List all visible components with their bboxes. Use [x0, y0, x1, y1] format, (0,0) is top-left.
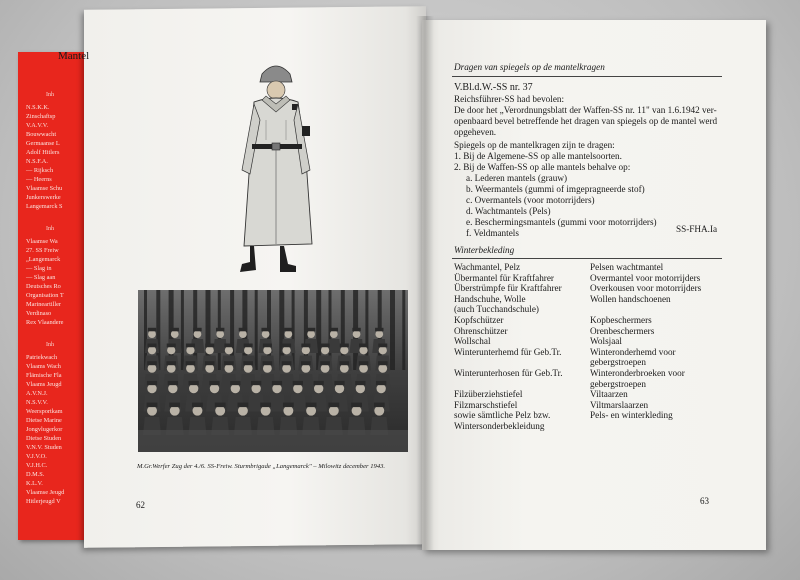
winter-dutch-item: Pels- en winterkleding	[590, 410, 673, 421]
booklet-index-line: — Slag in	[26, 265, 52, 272]
booklet-index-line: N.S.F.A.	[26, 158, 48, 165]
photo-soldier-face	[378, 364, 387, 373]
booklet-index-line: Vlaams Jeugd	[26, 381, 62, 388]
booklet-section-label: Inh	[46, 92, 54, 98]
photo-soldier-cap	[230, 381, 240, 385]
photo-soldier-face	[206, 346, 214, 354]
booklet-index-line: V.A.V.V.	[26, 122, 49, 129]
photo-soldier-face	[330, 330, 338, 338]
photo-tree	[402, 290, 405, 370]
photo-soldier-face	[186, 364, 195, 373]
photo-soldier-face	[285, 330, 293, 338]
booklet-index-line: Bouwwacht	[26, 131, 57, 138]
photo-soldier-face	[282, 346, 290, 354]
photo-soldier-face	[148, 364, 157, 373]
list-item: d. Wachtmantels (Pels)	[466, 206, 551, 216]
photo-soldier-cap	[171, 328, 179, 332]
booklet-index-line: — Heerns	[26, 176, 52, 183]
photo-soldier-face	[186, 346, 194, 354]
booklet-index-line: 27. SS Freiw	[26, 247, 59, 254]
photo-soldier-cap	[330, 328, 338, 332]
winter-german-item: Wachmantel, Pelz	[454, 262, 521, 272]
booklet-index-line: Germaanse L	[26, 140, 60, 147]
photo-soldier-face	[194, 330, 202, 338]
winter-german-item: Wollschal	[454, 336, 491, 347]
book-spine	[416, 16, 434, 550]
photo-soldier-face	[314, 384, 323, 393]
photo-soldier-face	[283, 406, 293, 416]
photo-soldier-cap	[260, 403, 271, 408]
photo-soldier-cap	[374, 403, 385, 408]
booklet-index-line: N.S.V.V.	[26, 399, 48, 406]
photo-soldier-face	[244, 364, 253, 373]
photo-soldier-cap	[209, 381, 219, 385]
booklet-index-line: — Slag aan	[26, 274, 56, 281]
booklet-index-line: Weersportkam	[26, 408, 63, 415]
winter-german-item: Überstrümpfe für Kraftfahrer	[454, 283, 562, 294]
photo-soldier-cap	[168, 381, 178, 385]
winter-german-item: (auch Tucchandschule)	[454, 304, 539, 315]
heading-rule-2	[452, 258, 722, 259]
photo-soldier-face	[225, 364, 234, 373]
photo-soldier-face	[147, 384, 156, 393]
booklet-index-line: Marineartiller	[26, 301, 61, 308]
photo-soldier-cap	[375, 328, 383, 332]
winter-german-item: Kopfschützer	[454, 315, 504, 325]
booklet-index-line: Vlaamse Wa	[26, 238, 58, 245]
booklet-index-line: Vlaamse Jeugd	[26, 489, 65, 496]
photo-soldier-face	[231, 384, 240, 393]
booklet-index-line: Vlaams Wach	[26, 363, 61, 370]
photo-soldier-cap	[301, 361, 311, 365]
photo-soldier-face	[321, 346, 329, 354]
booklet-index-line: V.J.V.O.	[26, 453, 47, 460]
winter-dutch-item: Kopbeschermers	[590, 315, 652, 325]
list-item: 1. Bij de Algemene-SS op alle mantelsoorten.	[454, 151, 622, 161]
booklet-index-line: Organisation T	[26, 292, 64, 299]
booklet-index-line: Dietse Marine	[26, 417, 62, 424]
photo-soldier-face	[205, 364, 214, 373]
booklet-index-line: „Langemarck	[26, 256, 61, 263]
booklet-index-line: Rex Vlaandere	[26, 319, 64, 326]
booklet-index-line: Zinschaftsp	[26, 113, 56, 120]
winter-dutch-item: Wolsjaal	[590, 336, 622, 347]
booklet-index-line: V.J.H.C.	[26, 462, 48, 469]
photo-soldier-cap	[328, 403, 339, 408]
booklet-index-line: Vlaamse Schu	[26, 185, 63, 192]
winter-german-item: Ohrenschützer	[454, 325, 508, 336]
booklet-index-line: Dietse Studen	[26, 435, 62, 442]
photo-soldier-face	[263, 346, 271, 354]
photo-soldier-face	[340, 346, 348, 354]
photo-soldier-face	[215, 406, 225, 416]
winter-dutch-item: Overmantel voor motorrijders	[590, 272, 701, 283]
photo-soldier-face	[148, 346, 156, 354]
photo-soldier-cap	[205, 344, 214, 348]
photo-soldier-cap	[169, 403, 180, 408]
photo-soldier-face	[225, 346, 233, 354]
winter-german-item: Handschuhe, Wolle	[454, 293, 526, 304]
photo-soldier-cap	[359, 361, 369, 365]
winter-dutch-item: Overkousen voor motorrijders	[590, 283, 702, 294]
photo-soldier-cap	[215, 403, 226, 408]
photo-soldier-face	[210, 384, 219, 393]
photo-soldier-face	[251, 384, 260, 393]
winter-german-item: Übermantel für Kraftfahrer	[454, 272, 554, 283]
photo-soldier-cap	[306, 403, 317, 408]
paragraph-2a: De door het „Verordnungsblatt der Waffen-SS nr. 11" van 1.6.1942 ver-	[454, 105, 717, 115]
photo-soldier-face	[170, 406, 180, 416]
photo-soldier-cap	[340, 344, 349, 348]
photo-soldier-cap	[320, 361, 330, 365]
booklet-index-line: Deutsches Ro	[26, 283, 61, 290]
winter-dutch-item: gebergstroepen	[590, 378, 646, 389]
group-photograph	[138, 290, 408, 452]
photo-soldier-face	[282, 364, 291, 373]
winter-german-item: Filzüberziehstiefel	[454, 389, 523, 400]
booklet-index-line: A.V.N.J.	[26, 390, 48, 397]
photo-soldier-face	[307, 330, 315, 338]
photo-soldier-face	[376, 384, 385, 393]
photo-soldier-face	[302, 346, 310, 354]
photo-soldier-cap	[205, 361, 215, 365]
list-item: a. Lederen mantels (grauw)	[466, 173, 568, 183]
list-item: 2. Bij de Waffen-SS op alle mantels behalve op:	[454, 162, 631, 172]
photo-soldier-face	[353, 330, 361, 338]
photo-soldier-cap	[147, 403, 158, 408]
photo-soldier-cap	[340, 361, 350, 365]
photo-soldier-face	[147, 406, 157, 416]
photo-soldier-cap	[293, 381, 303, 385]
photo-soldier-face	[301, 364, 310, 373]
photo-soldier-face	[375, 330, 383, 338]
photo-soldier-face	[239, 330, 247, 338]
heading-spiegels: Dragen van spiegels op de mantelkragen	[454, 62, 605, 72]
list-item: f. Veldmantels	[466, 228, 519, 238]
photo-soldier-cap	[148, 328, 156, 332]
photo-soldier-cap	[314, 381, 324, 385]
winter-german-item: Filzmarschstiefel	[454, 399, 518, 410]
photo-soldier-cap	[282, 361, 292, 365]
heading-rule-1	[452, 76, 722, 77]
photo-soldier-face	[244, 346, 252, 354]
photo-soldier-cap	[189, 381, 199, 385]
list-item: c. Overmantels (voor motorrijders)	[466, 195, 595, 205]
booklet-index-line: — Rijksch	[26, 167, 54, 174]
booklet-index-line: Hitlerjeugd V	[26, 498, 61, 505]
photo-soldier-cap	[376, 381, 386, 385]
photo-soldier-body	[269, 395, 286, 412]
reference-line: V.Bl.d.W.-SS nr. 37	[454, 82, 533, 93]
photo-soldier-face	[293, 384, 302, 393]
photo-soldier-cap	[186, 361, 196, 365]
winter-dutch-item: gebergstroepen	[590, 357, 646, 368]
winter-german-item: Winterunterhemd für Geb.Tr.	[454, 346, 562, 357]
photo-soldier-face	[352, 406, 362, 416]
photo-soldier-cap	[239, 328, 247, 332]
paragraph-2c: opgeheven.	[454, 127, 497, 137]
booklet-index-line: N.S.K.K.	[26, 104, 50, 111]
winter-dutch-item: Orenbeschermers	[590, 325, 655, 336]
booklet-section-label: Inh	[46, 342, 54, 348]
booklet-index-line: Verdinaso	[26, 310, 52, 317]
photo-soldier-cap	[307, 328, 315, 332]
source-reference: SS-FHA.Ia	[676, 224, 718, 234]
photo-soldier-face	[374, 406, 384, 416]
photo-soldier-cap	[238, 403, 249, 408]
photo-soldier-face	[261, 406, 271, 416]
photo-soldier-cap	[186, 344, 195, 348]
winter-dutch-item: Wollen handschoenen	[590, 293, 671, 304]
booklet-index-line: D.M.S.	[26, 471, 45, 478]
booklet-index-line: Langemarck S	[26, 203, 63, 210]
photo-soldier-cap	[284, 328, 292, 332]
winter-dutch-item: Viltmarslaarzen	[590, 399, 649, 410]
winter-dutch-item: Winteronderbroeken voor	[590, 368, 685, 378]
photo-soldier-cap	[224, 361, 234, 365]
photo-soldier-cap	[147, 361, 157, 365]
photo-soldier-cap	[244, 344, 253, 348]
photo-soldier-cap	[147, 381, 157, 385]
booklet-section-label: Inh	[46, 226, 54, 232]
photo-soldier-cap	[263, 344, 272, 348]
booklet-index-line: Jongvlugerkor	[26, 426, 63, 433]
photo-soldier-face	[193, 406, 203, 416]
winter-dutch-item: Viltaarzen	[590, 389, 628, 400]
photo-soldier-cap	[166, 361, 176, 365]
photo-soldier-face	[321, 364, 330, 373]
photo-soldier-face	[167, 346, 175, 354]
photo-soldier-face	[272, 384, 281, 393]
winter-dutch-item: Winteronderhemd voor	[590, 346, 676, 357]
winter-german-item: Wintersonderbekleidung	[454, 421, 545, 431]
photo-soldier-face	[216, 330, 224, 338]
photo-soldier-cap	[351, 403, 362, 408]
photo-soldier-cap	[283, 403, 294, 408]
photo-soldier-cap	[282, 344, 291, 348]
booklet-index-line: Adolf Hitlers	[26, 149, 60, 156]
winter-german-item: sowie sämtliche Pelz bzw.	[454, 410, 551, 421]
photo-soldier-cap	[243, 361, 253, 365]
booklet-index-line: Patriekwach	[26, 354, 58, 361]
photo-soldier-cap	[378, 344, 387, 348]
photo-soldier-face	[148, 330, 156, 338]
photo-soldier-face	[263, 364, 272, 373]
photo-soldier-cap	[301, 344, 310, 348]
list-item: e. Beschermingsmantels (gummi voor motorrijders)	[466, 217, 657, 227]
winter-german-item: Winterunterhosen für Geb.Tr.	[454, 368, 563, 378]
photo-soldier-cap	[167, 344, 176, 348]
photo-soldier-cap	[216, 328, 224, 332]
photo-soldier-face	[379, 346, 387, 354]
photo-soldier-face	[306, 406, 316, 416]
photo-soldier-face	[238, 406, 248, 416]
photo-soldier-cap	[148, 344, 157, 348]
photo-soldier-face	[359, 364, 368, 373]
paragraph-3: Spiegels op de mantelkragen zijn te dragen:	[454, 140, 615, 150]
photo-soldier-cap	[352, 328, 360, 332]
photo-soldier-face	[167, 364, 176, 373]
photo-soldier-cap	[192, 403, 203, 408]
photo-caption: M.Gr.Werfer Zug der 4./6. SS-Freiw. Sturmbrigade „Langemarck" – Milowitz december 1943.	[137, 463, 386, 470]
photo-soldier-face	[359, 346, 367, 354]
photo-soldier-cap	[272, 381, 282, 385]
winter-dutch-item: Pelsen wachtmantel	[590, 262, 664, 272]
photo-soldier-cap	[263, 361, 273, 365]
page-number-left: 62	[136, 500, 145, 510]
photo-tree	[181, 290, 184, 370]
photo-soldier-face	[262, 330, 270, 338]
page-number-right: 63	[700, 496, 709, 506]
heading-winterbekleding: Winterbekleding	[454, 245, 515, 255]
booklet-index-line: Junkerswerke	[26, 194, 61, 201]
page-title-mantel: Mantel	[58, 50, 90, 62]
paragraph-2b: openbaard bevel betreffende het dragen van spiegels op de mantel werd	[454, 116, 718, 126]
group-photograph-image	[138, 290, 408, 452]
booklet-index-line: V.N.V. Studen	[26, 444, 62, 451]
photo-soldier-cap	[261, 328, 269, 332]
photo-soldier-face	[356, 384, 365, 393]
list-item: b. Weermantels (gummi of imgepragneerde stof)	[466, 184, 645, 194]
booklet-index-line: K.L.V.	[26, 480, 43, 487]
paragraph-1: Reichsführer-SS had bevolen:	[454, 94, 565, 104]
photo-soldier-cap	[251, 381, 261, 385]
photo-soldier-face	[335, 384, 344, 393]
photo-soldier-face	[189, 384, 198, 393]
photo-soldier-cap	[321, 344, 330, 348]
photo-soldier-cap	[355, 381, 365, 385]
photo-soldier-face	[340, 364, 349, 373]
booklet-index-line: Flämische Fla	[26, 372, 62, 379]
photo-soldier-cap	[334, 381, 344, 385]
photo-soldier-cap	[378, 361, 388, 365]
photo-soldier-face	[168, 384, 177, 393]
photo-tree	[390, 290, 395, 370]
soldier-illustration	[232, 60, 322, 278]
photo-tree	[255, 290, 258, 370]
photo-soldier-cap	[224, 344, 233, 348]
photo-soldier-cap	[193, 328, 201, 332]
photo-soldier-face	[329, 406, 339, 416]
photo-soldier-cap	[359, 344, 368, 348]
photo-soldier-face	[171, 330, 179, 338]
